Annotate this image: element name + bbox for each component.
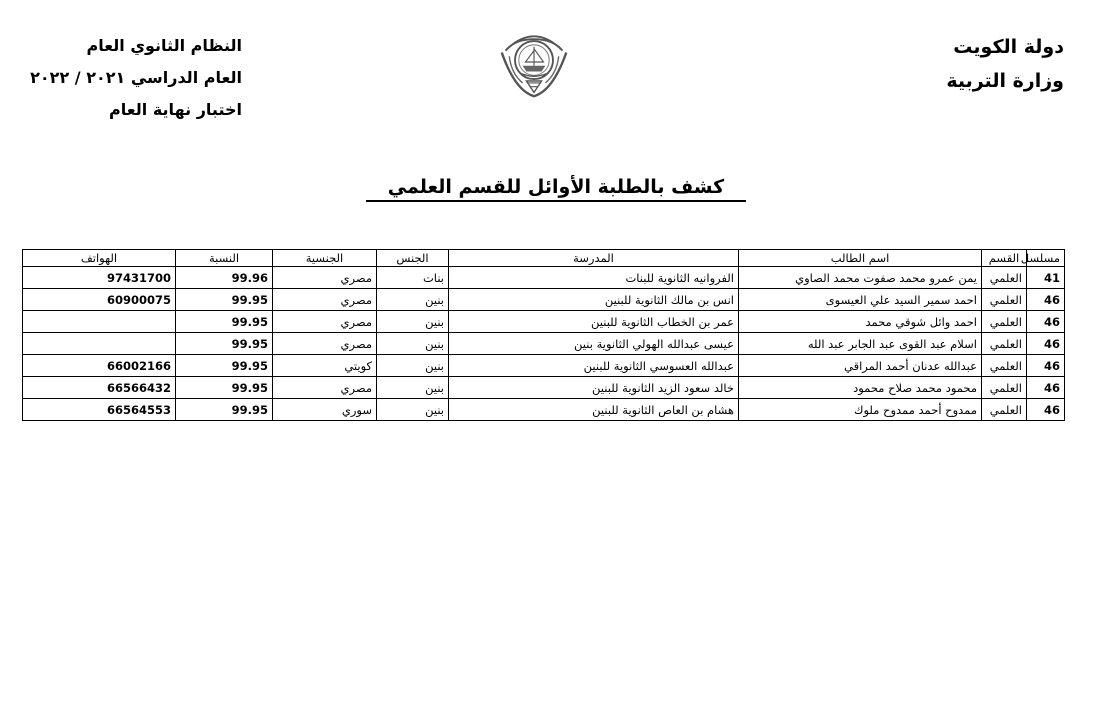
cell-gender: بنات — [377, 267, 449, 289]
cell-section: العلمي — [982, 333, 1027, 355]
col-header-section: القسم — [982, 250, 1027, 267]
kuwait-emblem-icon — [496, 24, 572, 100]
cell-percent: 99.95 — [176, 399, 273, 421]
exam-name: اختبار نهاية العام — [109, 100, 242, 119]
header-left — [22, 30, 242, 126]
table-header-row — [23, 250, 1065, 267]
cell-nationality: كويتي — [273, 355, 377, 377]
cell-seq: 46 — [1027, 377, 1065, 399]
system-name: النظام الثانوي العام — [86, 36, 242, 55]
academic-year: العام الدراسي ٢٠٢١ / ٢٠٢٢ — [30, 68, 242, 87]
cell-nationality: مصري — [273, 311, 377, 333]
cell-section: العلمي — [982, 399, 1027, 421]
col-header-school: المدرسة — [449, 250, 739, 267]
cell-section: العلمي — [982, 267, 1027, 289]
cell-phone — [23, 311, 176, 333]
cell-percent: 99.95 — [176, 355, 273, 377]
cell-section: العلمي — [982, 377, 1027, 399]
state-name: دولة الكويت — [953, 36, 1064, 58]
cell-seq: 46 — [1027, 311, 1065, 333]
cell-percent: 99.95 — [176, 377, 273, 399]
col-header-percent: النسبة — [176, 250, 273, 267]
report-title — [0, 176, 1112, 198]
cell-name: اسلام عبد القوى عبد الجابر عبد الله — [739, 333, 982, 355]
header-right — [946, 30, 1064, 98]
table-row — [23, 355, 1065, 377]
cell-gender: بنين — [377, 399, 449, 421]
cell-section: العلمي — [982, 355, 1027, 377]
cell-seq: 46 — [1027, 333, 1065, 355]
cell-school: الفروانيه الثانوية للبنات — [449, 267, 739, 289]
cell-gender: بنين — [377, 333, 449, 355]
table-row — [23, 267, 1065, 289]
cell-name: يمن عمرو محمد صفوت محمد الصاوي — [739, 267, 982, 289]
cell-name: احمد سمير السيد علي العيسوى — [739, 289, 982, 311]
cell-section: العلمي — [982, 289, 1027, 311]
cell-school: عبدالله العسوسي الثانوية للبنين — [449, 355, 739, 377]
cell-percent: 99.95 — [176, 311, 273, 333]
cell-school: انس بن مالك الثانوية للبنين — [449, 289, 739, 311]
col-header-name: اسم الطالب — [739, 250, 982, 267]
cell-gender: بنين — [377, 289, 449, 311]
cell-gender: بنين — [377, 355, 449, 377]
cell-phone: 97431700 — [23, 267, 176, 289]
cell-school: عيسى عبدالله الهولي الثانوية بنين — [449, 333, 739, 355]
col-header-nationality: الجنسية — [273, 250, 377, 267]
cell-percent: 99.95 — [176, 289, 273, 311]
cell-phone: 66564553 — [23, 399, 176, 421]
col-header-seq: مسلسل — [1027, 250, 1065, 267]
table-row — [23, 311, 1065, 333]
col-header-gender: الجنس — [377, 250, 449, 267]
cell-percent: 99.96 — [176, 267, 273, 289]
cell-nationality: مصري — [273, 377, 377, 399]
cell-seq: 46 — [1027, 355, 1065, 377]
cell-seq: 41 — [1027, 267, 1065, 289]
table-row — [23, 377, 1065, 399]
cell-nationality: مصري — [273, 267, 377, 289]
cell-name: ممدوح أحمد ممدوح ملوك — [739, 399, 982, 421]
col-header-phone: الهواتف — [23, 250, 176, 267]
report-title-text: كشف بالطلبة الأوائل للقسم العلمي — [366, 176, 746, 202]
cell-name: محمود محمد صلاح محمود — [739, 377, 982, 399]
top-students-table — [22, 249, 1065, 421]
ministry-name: وزارة التربية — [946, 70, 1064, 92]
table-row — [23, 333, 1065, 355]
cell-phone: 66566432 — [23, 377, 176, 399]
cell-school: خالد سعود الزيد الثانوية للبنين — [449, 377, 739, 399]
cell-name: عبدالله عدنان أحمد المراقي — [739, 355, 982, 377]
cell-nationality: مصري — [273, 289, 377, 311]
cell-seq: 46 — [1027, 399, 1065, 421]
cell-nationality: مصري — [273, 333, 377, 355]
table-row — [23, 399, 1065, 421]
cell-school: هشام بن العاص الثانوية للبنين — [449, 399, 739, 421]
cell-gender: بنين — [377, 377, 449, 399]
cell-gender: بنين — [377, 311, 449, 333]
cell-phone: 60900075 — [23, 289, 176, 311]
cell-seq: 46 — [1027, 289, 1065, 311]
cell-percent: 99.95 — [176, 333, 273, 355]
cell-name: احمد وائل شوقي محمد — [739, 311, 982, 333]
cell-nationality: سوري — [273, 399, 377, 421]
cell-phone — [23, 333, 176, 355]
cell-phone: 66002166 — [23, 355, 176, 377]
table-row — [23, 289, 1065, 311]
cell-school: عمر بن الخطاب الثانوية للبنين — [449, 311, 739, 333]
cell-section: العلمي — [982, 311, 1027, 333]
